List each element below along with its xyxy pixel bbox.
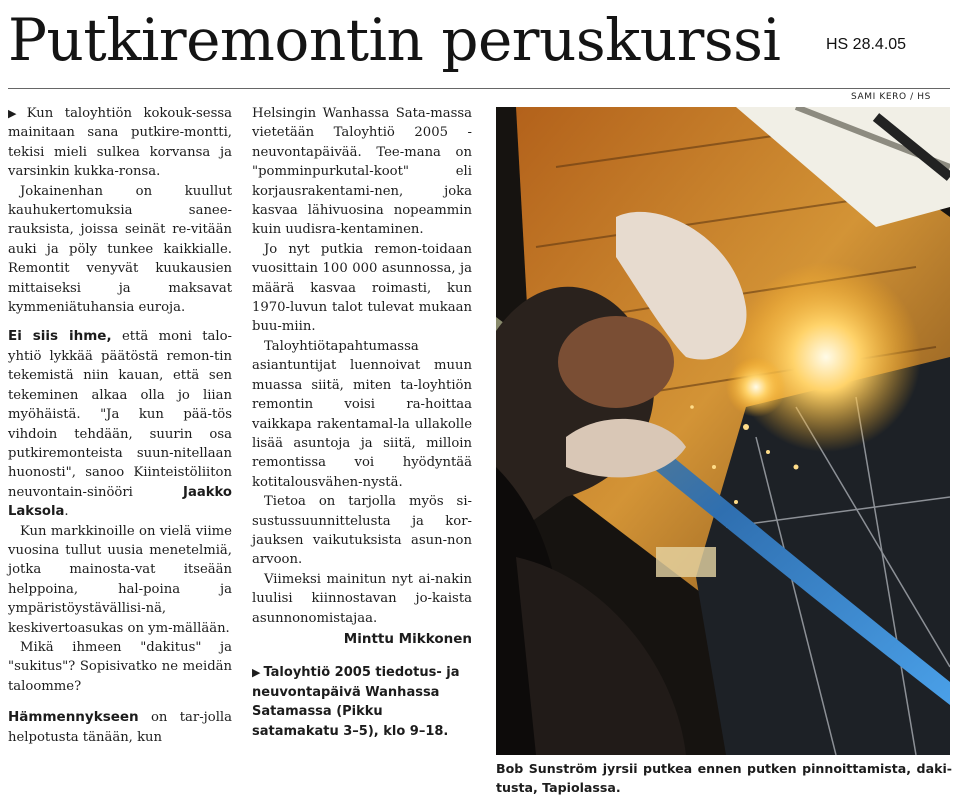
- bullet-triangle-icon: ▶: [8, 107, 24, 120]
- headline: Putkiremontin peruskurssi: [8, 6, 781, 74]
- paragraph: ▶ Kun taloyhtiön kokouk-sessa mainitaan sana putkire-montti, tekisi mieli sulkea korvansa ja varsinkin kukka-ronsa.: [8, 106, 232, 180]
- headline-rule: [8, 88, 950, 89]
- paragraph: Kun markkinoille on vielä viime vuosina tullut uusia menetelmiä, jotka mainosta-vat itseään helppoina, hal-poina ja ympäristöystävällisi-nä, keskivertoasukas on ym-mällään.: [8, 523, 232, 636]
- lead-in: Ei siis ihme,: [8, 328, 112, 345]
- bullet-triangle-icon: ▶: [252, 666, 261, 680]
- paragraph: Jokainenhan on kuullut kauhukertomuksia sanee-rauksista, joissa seinät re-vitään auki ja pöly tunkee kaikkialle. Remontit venyvät kuukausien mittaiseksi ja maksavat kymmeniätuhansia euroja.: [8, 183, 232, 316]
- photo-credit: SAMI KERO / HS: [851, 92, 931, 102]
- event-infobox: ▶ Taloyhtiö 2005 tiedotus- ja neuvontapäivä Wanhassa Satamassa (Pikku satamakatu 3–5), klo 9–18.: [252, 665, 460, 739]
- paragraph: Ei siis ihme, että moni talo-yhtiö lykkää päätöstä remon-tin tekemistä niin kauan, että sen tekeminen alkaa olla jo liian myöhäistä. "Ja kun pää-tös vihdoin tehdään, suurin osa putkiremonteista suun-nitellaan huonosti", sanoo Kiinteistöliiton neuvontain-sinööri Jaakko Laksola.: [8, 328, 232, 520]
- person-name: Jaakko Laksola: [8, 484, 232, 520]
- paragraph: Taloyhtiötapahtumassa asiantuntijat luennoivat muun muassa siitä, miten ta-loyhtiön remontin voisi ra-hoittaa vaikkapa rakentamal-la ullakolle lisää asuntoja ja siitä, milloin remontissa voi hyödyntää kotitalousvähen-nystä.: [252, 338, 472, 490]
- paragraph: Tietoa on tarjolla myös si-sustussuunnittelusta ja kor-jauksen vaikutuksista asun-non arvoon.: [252, 494, 472, 568]
- photo-caption: Bob Sunström jyrsii putkea ennen putken pinnoittamista, daki-tusta, Tapiolassa.: [496, 761, 952, 795]
- lead-in: Hämmennykseen: [8, 709, 139, 726]
- photo-illustration: [496, 107, 950, 755]
- paragraph: Mikä ihmeen "dakitus" ja "sukitus"? Sopisivatko ne meidän taloomme?: [8, 639, 232, 694]
- article-photo: [496, 107, 950, 755]
- paragraph: Jo nyt putkia remon-toidaan vuosittain 100 000 asunnossa, ja määrä kasvaa roimasti, kun 1970-luvun talot tulevat mukaan buu-miin.: [252, 241, 472, 335]
- dateline: HS 28.4.05: [826, 36, 907, 53]
- byline: Minttu Mikkonen: [343, 630, 472, 647]
- paragraph: Helsingin Wanhassa Sata-massa vietetään Taloyhtiö 2005 -neuvontapäivää. Tee-mana on "pomminpurkutal-koot" eli korjausrakentami-nen, joka kasvaa lähivuosina nopeammin kuin uudisra-kentaminen.: [252, 106, 472, 238]
- paragraph: Viimeksi mainitun nyt ai-nakin luulisi kiinnostavan jo-kaista asunnonomistajaa.: [252, 571, 472, 626]
- article-column-2: [252, 104, 472, 741]
- article-column-1: [8, 104, 232, 747]
- paragraph: Hämmennykseen on tar-jolla helpotusta tänään, kun: [8, 709, 232, 745]
